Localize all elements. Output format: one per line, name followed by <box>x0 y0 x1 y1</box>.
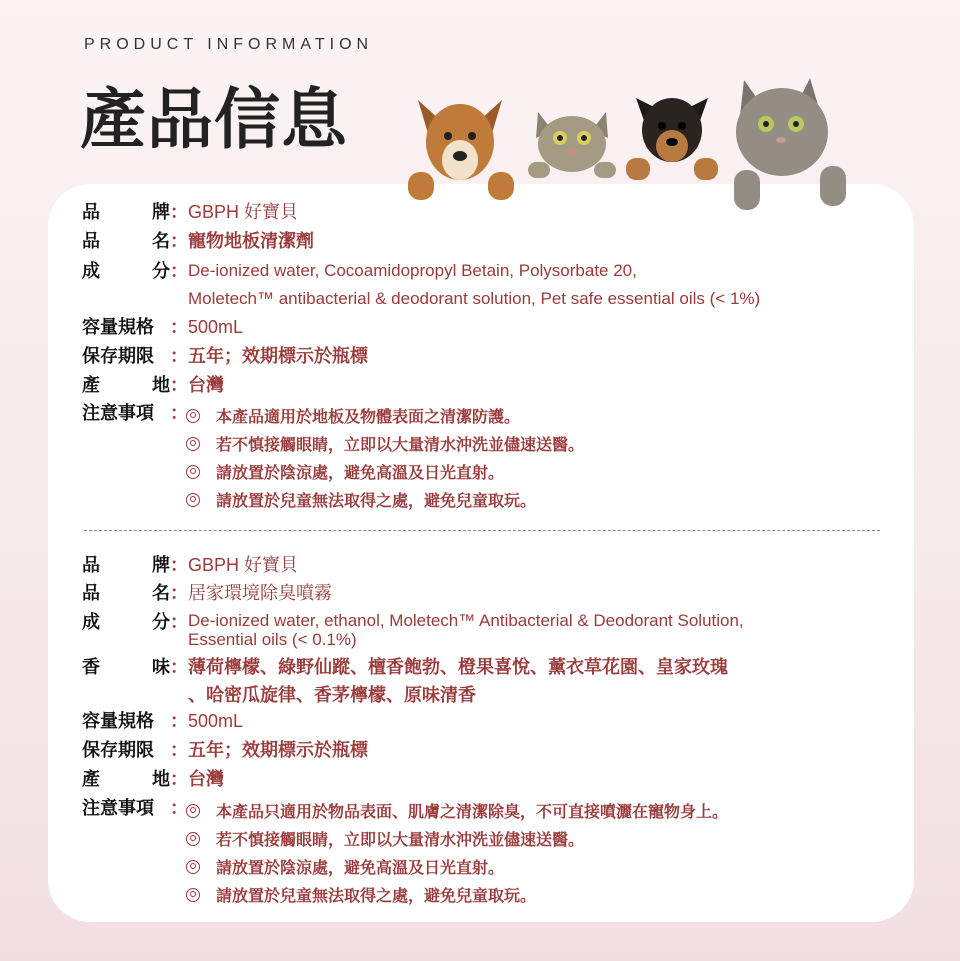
colon: ： <box>170 202 188 222</box>
p1-name-row <box>82 230 314 252</box>
p1-brand-value: GBPH 好寶貝 <box>188 202 299 222</box>
p2-brand-row <box>82 554 298 576</box>
colon: ： <box>170 317 188 337</box>
p2-shelf-life-value: 五年；效期標示於瓶標 <box>188 740 368 760</box>
page-title: 產品信息 <box>80 82 348 156</box>
cat-2-image <box>720 74 850 214</box>
p2-capacity-label: 容量規格 <box>82 711 154 731</box>
p1-capacity-row <box>82 316 243 338</box>
colon: ： <box>170 346 188 366</box>
bullet-icon <box>186 888 200 902</box>
p2-capacity-row <box>82 710 243 732</box>
p1-note-item: 若不慎接觸眼睛，立即以大量清水沖洗並儘速送醫。 <box>186 432 584 455</box>
p1-origin-row <box>82 374 224 396</box>
p1-note-item: 請放置於兒童無法取得之處，避免兒童取玩。 <box>186 488 536 511</box>
p1-name-value: 寵物地板清潔劑 <box>188 231 314 251</box>
p2-shelf-life-row <box>82 739 368 761</box>
p2-notes-row <box>82 797 188 819</box>
p1-shelf-life-label: 保存期限 <box>82 346 154 366</box>
colon: ： <box>170 711 188 731</box>
p1-brand-label: 品 牌 <box>82 202 170 222</box>
bullet-icon <box>186 465 200 479</box>
p2-notes-label: 注意事項 <box>82 798 154 818</box>
colon: ： <box>170 403 188 423</box>
colon: ： <box>170 375 188 395</box>
p1-shelf-life-value: 五年；效期標示於瓶標 <box>188 346 368 366</box>
p1-notes-row <box>82 402 188 424</box>
colon: ： <box>170 612 188 632</box>
bullet-icon <box>186 832 200 846</box>
bullet-icon <box>186 860 200 874</box>
bullet-icon <box>186 804 200 818</box>
p2-origin-row <box>82 768 224 790</box>
p1-origin-label: 產 地 <box>82 375 170 395</box>
p1-origin-value: 台灣 <box>188 375 224 395</box>
header-subtitle: PRODUCT INFORMATION <box>84 36 374 53</box>
p1-ingredients-row <box>82 260 760 313</box>
p1-note-item: 請放置於陰涼處，避免高溫及日光直射。 <box>186 460 504 483</box>
p2-ingredients-label: 成 分 <box>82 612 170 632</box>
p2-note-item: 本產品只適用於物品表面、肌膚之清潔除臭，不可直接噴灑在寵物身上。 <box>186 799 728 822</box>
bullet-icon <box>186 493 200 507</box>
p1-ingredients-label: 成 分 <box>82 261 170 281</box>
p1-brand-row <box>82 201 298 223</box>
p1-notes-label: 注意事項 <box>82 403 154 423</box>
p1-shelf-life-row <box>82 345 368 367</box>
p1-ingredients-value: De-ionized water, Cocoamidopropyl Betain, Polysorbate 20, Moletech™ antibacterial & deodorant solution, Pet safe essential oils (< 1%) <box>188 261 761 308</box>
p2-scent-row <box>82 656 728 709</box>
colon: ： <box>170 261 188 281</box>
p2-ingredients-value: De-ionized water, ethanol, Moletech™ Antibacterial & Deodorant Solution, Essential oils (< 0.1%) <box>188 611 744 649</box>
colon: ： <box>170 769 188 789</box>
p2-brand-label: 品 牌 <box>82 555 170 575</box>
p2-origin-label: 產 地 <box>82 769 170 789</box>
p2-name-label: 品 名 <box>82 583 170 603</box>
colon: ： <box>170 798 188 818</box>
dog-2-image <box>622 86 722 184</box>
p2-name-value: 居家環境除臭噴霧 <box>188 583 332 603</box>
colon: ： <box>170 231 188 251</box>
bullet-icon <box>186 437 200 451</box>
p2-note-item: 若不慎接觸眼睛，立即以大量清水沖洗並儘速送醫。 <box>186 827 584 850</box>
p2-scent-label: 香 味 <box>82 657 170 677</box>
p2-note-item: 請放置於兒童無法取得之處，避免兒童取玩。 <box>186 883 536 906</box>
p2-shelf-life-label: 保存期限 <box>82 740 154 760</box>
cat-1-image <box>522 104 622 180</box>
section-divider <box>84 530 880 531</box>
p1-name-label: 品 名 <box>82 231 170 251</box>
p2-note-item: 請放置於陰涼處，避免高溫及日光直射。 <box>186 855 504 878</box>
p2-name-row <box>82 582 332 604</box>
p1-note-item: 本產品適用於地板及物體表面之清潔防護。 <box>186 404 520 427</box>
colon: ： <box>170 555 188 575</box>
colon: ： <box>170 740 188 760</box>
p1-capacity-value: 500mL <box>188 317 244 337</box>
p2-scent-value: 薄荷檸檬、綠野仙蹤、檀香飽勃、橙果喜悅、薰衣草花園、皇家玫瑰 、哈密瓜旋律、香茅檸檬、原味清香 <box>188 657 728 705</box>
p1-capacity-label: 容量規格 <box>82 317 154 337</box>
colon: ： <box>170 583 188 603</box>
colon: ： <box>170 657 188 677</box>
p2-brand-value: GBPH 好寶貝 <box>188 555 299 575</box>
p2-origin-value: 台灣 <box>188 769 224 789</box>
p2-ingredients-row <box>82 611 744 649</box>
p2-capacity-value: 500mL <box>188 711 244 731</box>
dog-1-image <box>400 90 520 202</box>
bullet-icon <box>186 409 200 423</box>
